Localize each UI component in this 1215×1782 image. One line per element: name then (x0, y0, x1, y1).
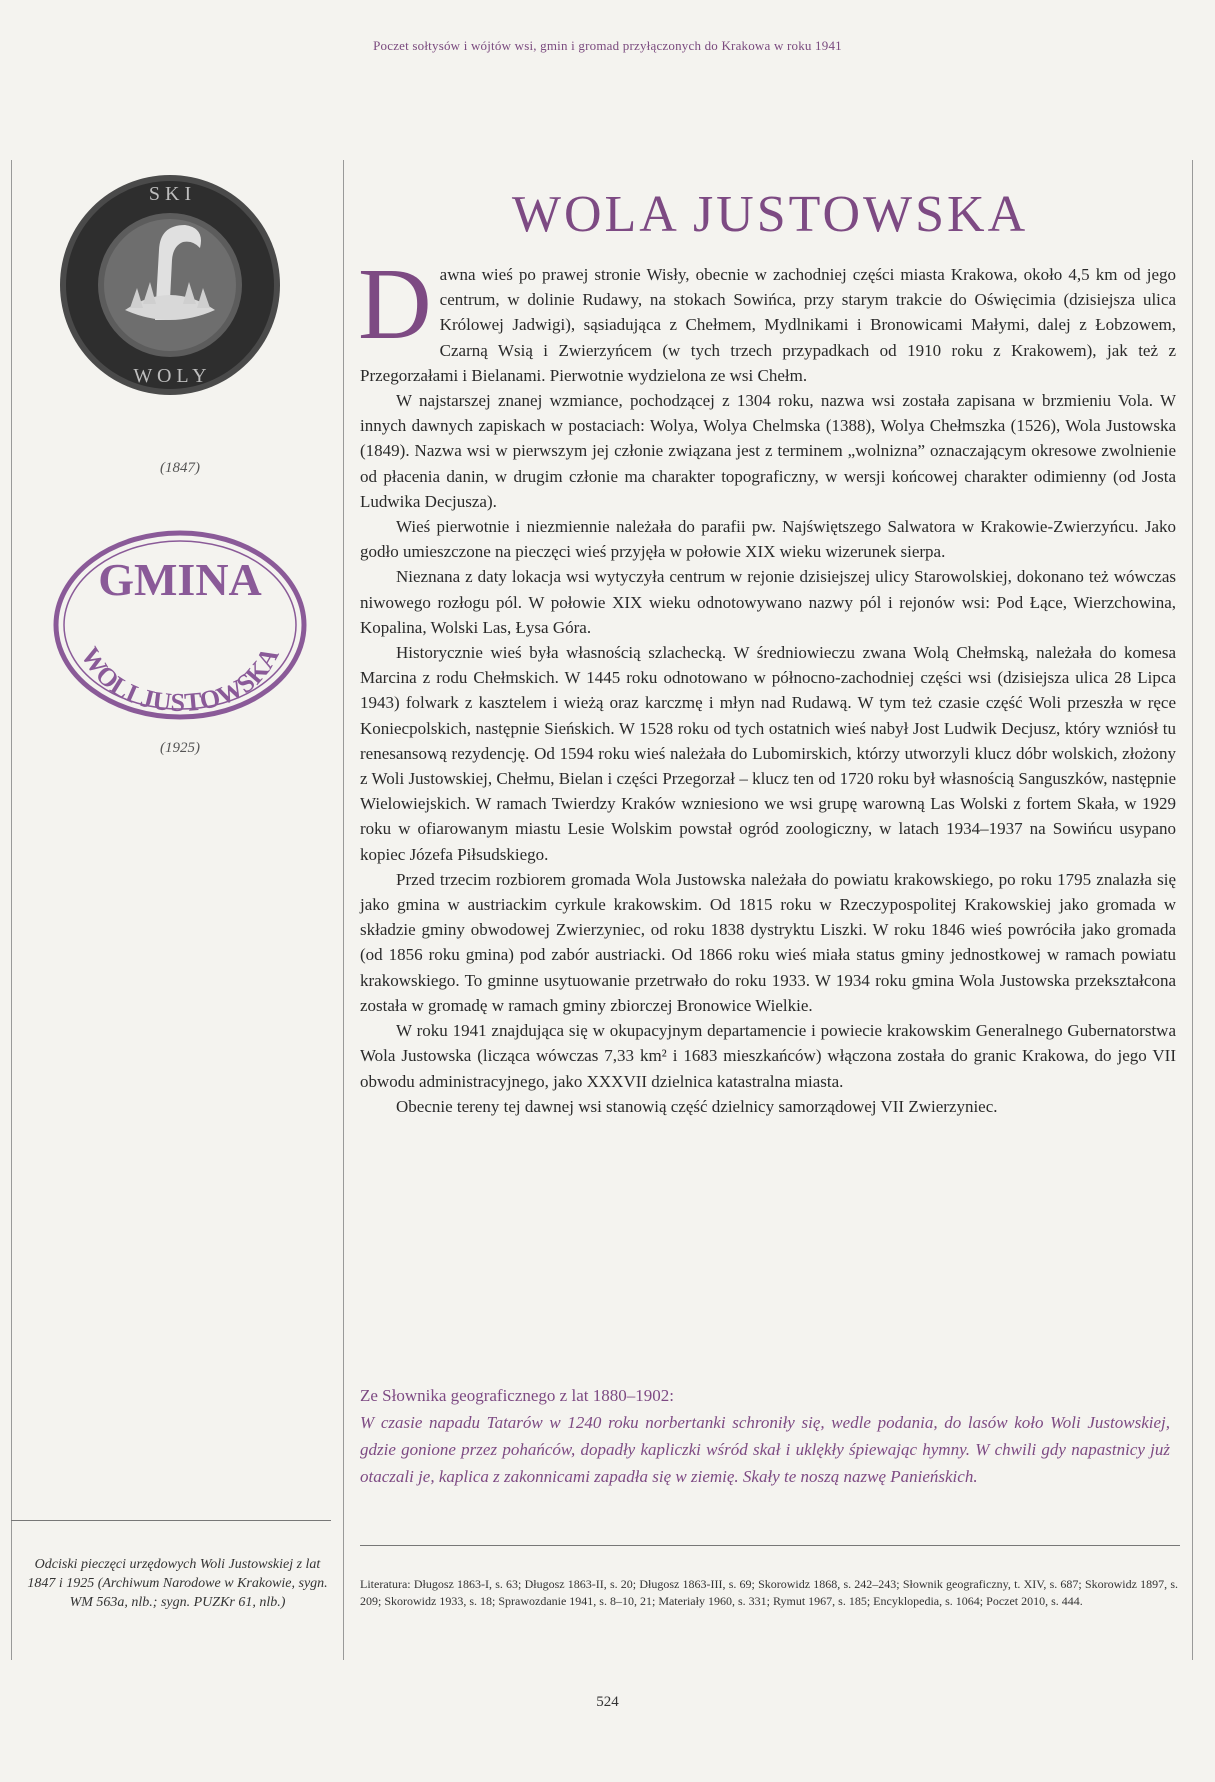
paragraph-2: W najstarszej znanej wzmiance, pochodzącej z 1304 roku, nazwa wsi została zapisana w brzmieniu Vola. W innych dawnych zapiskach w postaciach: Wolya, Wolya Chelmska (1388), Wolya Chełmszka (1526), Wola Justowska (1849). Nazwa wsi w pierwszym jej członie związana jest z terminem „wolnizna” oznaczającym okresowe zwolnienie od płacenia danin, w drugim członie ma charakter topograficzny, w wersji końcowej charakter odimienny (od Josta Ludwika Decjusza). (360, 391, 1176, 511)
paragraph-1: Dawna wieś po prawej stronie Wisły, obecnie w zachodniej części miasta Krakowa, około 4,5 km od jego centrum, w dolinie Rudawy, na stokach Sowińca, przy starym trakcie do Oświęcimia (dzisiejsza ulica Królowej Jadwigi), sąsiadująca z Chełmem, Mydlnikami i Bronowicami Małymi, dalej z Łobzowem, Czarną Wsią i Zwierzyńcem (w tych trzech przypadkach od 1910 roku z Krakowem), jak też z Przegorzałami i Bielanami. Pierwotnie wydzielona ze wsi Chełm. (358, 248, 1176, 385)
quote-body: W czasie napadu Tatarów w 1240 roku norbertanki schroniły się, wedle podania, do lasów koło Woli Justowskiej, gdzie gonione przez pohańców, dopadły kapliczki wśród skał i uklękły śpiewając hymny. W chwili gdy napastnicy już otaczali je, kaplica z zakonnicami zapadła się w ziemię. Skały te noszą nazwę Panieńskich. (360, 1413, 1170, 1486)
seal-1925-ring-text: WOLI JUSTOWSKA (75, 642, 285, 718)
drop-cap: D (358, 248, 432, 361)
literature-references: Literatura: Długosz 1863-I, s. 63; Długosz 1863-II, s. 20; Długosz 1863-III, s. 69; Skorowidz 1868, s. 242–243; Słownik geograficzny, t. XIV, s. 687; Skorowidz 1897, s. 209; Skorowidz 1933, s. 18; Sprawozdanie 1941, s. 8–10, 21; Materiały 1960, s. 331; Rymut 1967, s. 185; Encyklopedia, s. 1064; Poczet 2010, s. 444. (360, 1577, 1178, 1608)
quote-heading: Ze Słownika geograficznego z lat 1880–1902: (360, 1386, 674, 1405)
article-title: WOLA JUSTOWSKA (511, 185, 1029, 243)
left-column-rule (11, 160, 12, 1660)
seal-1925-word: GMINA (98, 554, 262, 605)
running-header: Poczet sołtysów i wójtów wsi, gmin i gromad przyłączonych do Krakowa w roku 1941 (373, 38, 842, 53)
column-divider (343, 160, 344, 1660)
seal-caption: Odciski pieczęci urzędowych Woli Justowskiej z lat 1847 i 1925 (Archiwum Narodowe w Krakowie, sygn. WM 563a, nlb.; sygn. PUZKr 61, nlb.) (27, 1557, 328, 1610)
seal-1847-image (55, 170, 285, 400)
svg-text:W O L Y: W O L Y (133, 365, 207, 387)
paragraph-5: Historycznie wieś była własnością szlachecką. W średniowieczu zwana Wolą Chełmską, należała do komesa Marcina z rodu Chełmskich. W 1445 roku odnotowano w północno-zachodniej części wsi (dzisiejsza ulica 28 Lipca 1943) folwark z kasztelem i wieżą oraz karczmę i młyn nad Rudawą. W tym też czasie część Woli przeszła w ręce Koniecpolskich, następnie Sieńskich. W 1528 roku od tych ostatnich wieś nabył Jost Ludwik Decjusz, który wzniósł tu renesansową rezydencję. Od 1594 roku wieś należała do Lubomirskich, którzy utworzyli klucz dóbr wolskich, złożony z Woli Justowskiej, Chełmu, Bielan i części Przegorzał – klucz ten od 1720 roku był własnością Sanguszków, następnie Wielowiejskich. W ramach Twierdzy Kraków wzniesiono we wsi grupę warowną Las Wolski z fortem Skała, w 1929 roku w ofiarowanym miastu Lesie Wolskim powstał ogród zoologiczny, w latach 1934–1937 na Sowińcu usypano kopiec Józefa Piłsudskiego. (360, 643, 1176, 864)
seal-1925-image (50, 525, 310, 725)
seal-1925-caption: (1925) (160, 740, 200, 756)
gazetteer-quote (360, 1382, 1170, 1490)
paragraph-4: Nieznana z daty lokacja wsi wytyczyła centrum w rejonie dzisiejszej ulicy Starowolskiej, dokonano też wówczas niwowego rozłogu pól. W połowie XIX wieku odnotowywano nazwy pól i rejonów wsi: Pod Łące, Wierzchowina, Kopalina, Wolski Las, Łysa Góra. (360, 567, 1176, 637)
paragraph-8: Obecnie tereny tej dawnej wsi stanowią część dzielnicy samorządowej VII Zwierzyniec. (396, 1096, 998, 1116)
svg-text:S K I: S K I (148, 183, 192, 205)
seal-1847-caption: (1847) (160, 460, 200, 476)
paragraph-6: Przed trzecim rozbiorem gromada Wola Justowska należała do powiatu krakowskiego, po roku 1795 znalazła się jako gmina w austriackim cyrkule krakowskim. Od 1815 roku w Rzeczypospolitej Krakowskiej jako gromada w składzie gminy obwodowej Zwierzyniec, od roku 1838 dystryktu Liszki. W roku 1846 wieś powróciła jako gromada (od 1856 roku gmina) pod zabór austriacki. Od 1866 roku wieś miała status gminy jednostkowej w ramach powiatu krakowskiego. To gminne usytuowanie przetrwało do roku 1933. W 1934 roku gmina Wola Justowska przekształcona została w gromadę w ramach gminy zbiorczej Bronowice Wielkie. (360, 869, 1176, 1015)
literature-rule (360, 1545, 1180, 1546)
article-body (358, 248, 1176, 1119)
side-caption-rule (11, 1520, 331, 1521)
right-column-rule (1192, 160, 1193, 1660)
page-number: 524 (596, 1694, 619, 1710)
paragraph-3: Wieś pierwotnie i niezmiennie należała do parafii pw. Najświętszego Salwatora w Krakowie-Zwierzyńcu. Jako godło umieszczone na pieczęci wieś przyjęła w połowie XIX wieku wizerunek sierpa. (360, 517, 1176, 562)
paragraph-7: W roku 1941 znajdująca się w okupacyjnym departamencie i powiecie krakowskim Generalnego Gubernatorstwa Wola Justowska (licząca wówczas 7,33 km² i 1683 mieszkańców) włączona została do granic Krakowa, do jego VII obwodu administracyjnego, jako XXXVII dzielnica katastralna miasta. (360, 1021, 1176, 1091)
